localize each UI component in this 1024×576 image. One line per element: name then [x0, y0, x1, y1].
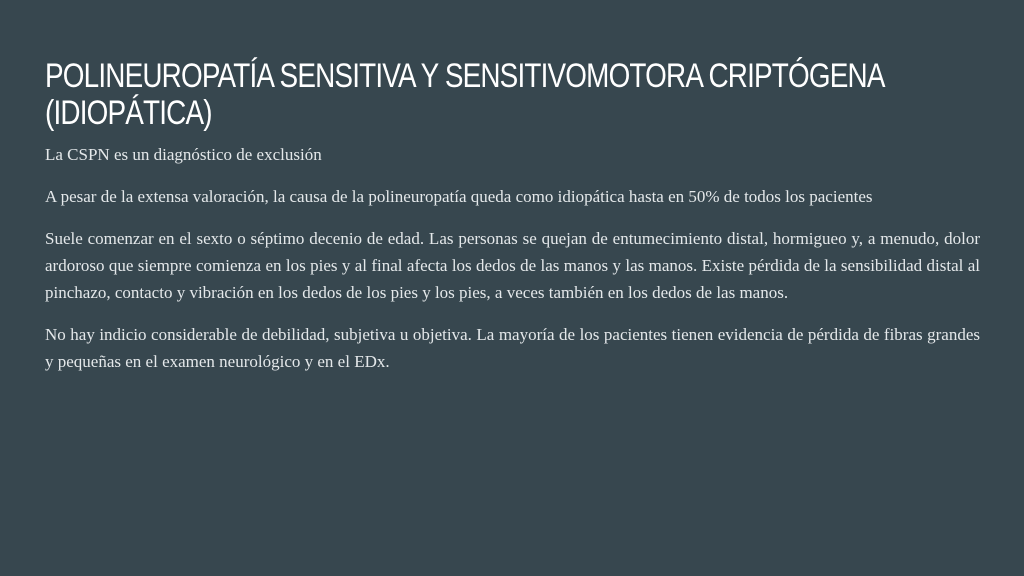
paragraph-onset-symptoms: Suele comenzar en el sexto o séptimo decenio de edad. Las personas se quejan de entumecimiento distal, hormigueo y, a menudo, dolor ardoroso que siempre comienza en los pies y al final afecta los dedos de las manos y las manos. Existe pérdida de la sensibilidad distal al pinchazo, contacto y vibración en los dedos de los pies y los pies, a veces también en los dedos de las manos.: [45, 229, 980, 302]
paragraph-exclusion: La CSPN es un diagnóstico de exclusión: [45, 145, 322, 164]
paragraph-idiopathic-cause: A pesar de la extensa valoración, la causa de la polineuropatía queda como idiopática hasta en 50% de todos los pacientes: [45, 187, 873, 206]
slide-title-line-1: POLINEUROPATÍA SENSITIVA Y SENSITIVOMOTORA CRIPTÓGENA: [45, 57, 885, 95]
slide-body: [45, 141, 980, 390]
slide-title-line-2: (IDIOPÁTICA): [45, 94, 212, 132]
paragraph-weakness-evidence: No hay indicio considerable de debilidad, subjetiva u objetiva. La mayoría de los pacientes tienen evidencia de pérdida de fibras grandes y pequeñas en el examen neurológico y en el EDx.: [45, 325, 980, 371]
slide-title: [45, 57, 885, 132]
